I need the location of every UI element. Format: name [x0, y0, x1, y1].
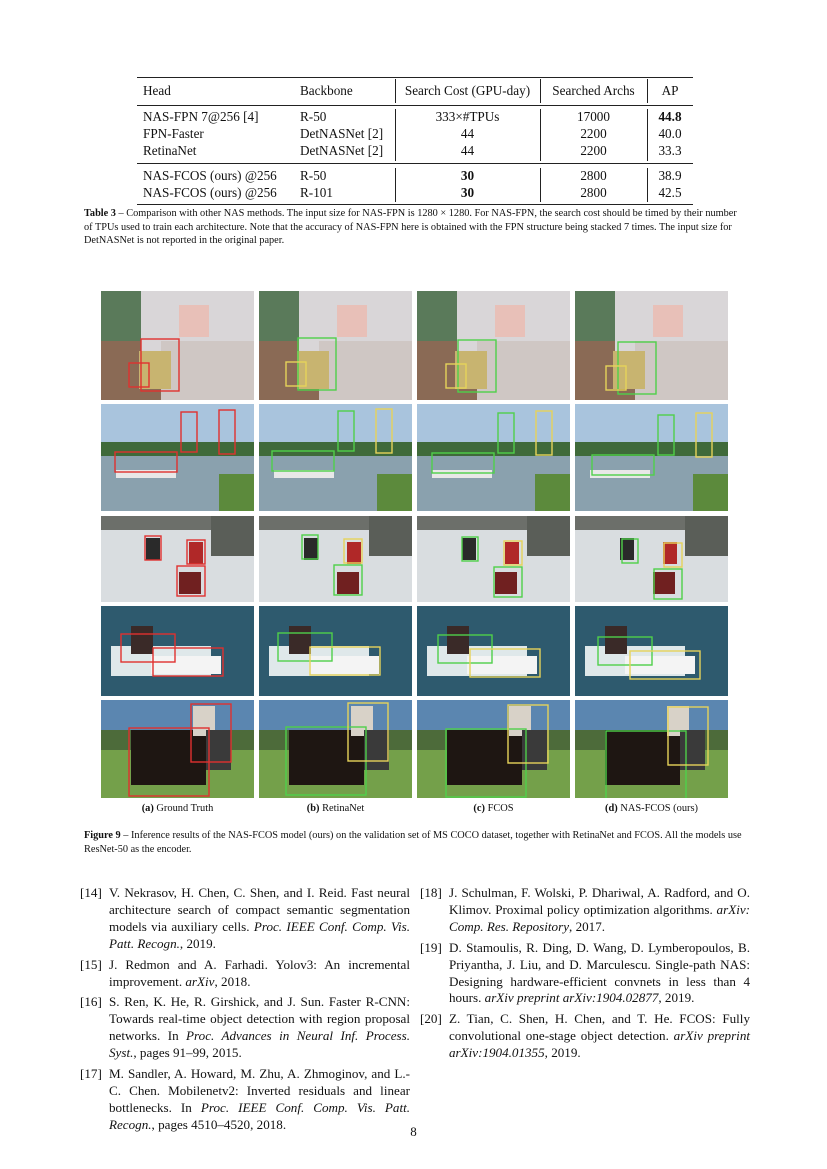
- reference-number: [18]: [420, 885, 442, 900]
- reference-number: [19]: [420, 939, 442, 955]
- cell-cost: 44: [460, 126, 475, 141]
- doll-scene-fcos: [417, 291, 570, 400]
- subcaption-text: FCOS: [487, 803, 514, 814]
- references-right-column: [420, 885, 750, 1066]
- reference-number: [16]: [80, 994, 102, 1010]
- reference-item: [80, 885, 410, 953]
- subcaption-tag: (d): [605, 803, 618, 814]
- figure-caption-text: – Inference results of the NAS-FCOS model (ours) on the validation set of MS COCO dataset, together with RetinaNet and FCOS. All the models use ResNet-50 as the encoder.: [84, 830, 742, 855]
- horse-scene-fcos: [417, 700, 570, 798]
- cell-head: NAS-FCOS (ours) @256: [143, 185, 277, 200]
- reference-text: Z. Tian, C. Shen, H. Chen, and T. He. FCOS: Fully convolutional one-stage object detection. arXiv preprint arXiv:1904.01355, 2019.: [449, 1011, 751, 1061]
- reference-text: S. Ren, K. He, R. Girshick, and J. Sun. Faster R-CNN: Towards real-time object detection with region proposal networks. In Proc. Advances in Neural Inf. Process. Syst., pages 91–99, 2015.: [109, 994, 410, 1061]
- reference-number: [14]: [80, 885, 102, 900]
- table-row: [137, 142, 693, 159]
- surf-scene-ground-truth: [101, 606, 254, 696]
- doll-scene-ground-truth: [101, 291, 254, 400]
- ski-scene-fcos: [417, 516, 570, 602]
- reference-text: D. Stamoulis, R. Ding, D. Wang, D. Lymberopoulos, B. Priyantha, J. Liu, and D. Marculescu. Single-path NAS: Designing hardware-efficient convnets in less than 4 hours. arXiv preprint arXiv:1904.02877, 2019.: [449, 939, 750, 1006]
- boat-scene-nas-fcos: [575, 404, 728, 511]
- surf-scene-fcos: [417, 606, 570, 696]
- subcaption-text: RetinaNet: [322, 803, 365, 814]
- cell-backbone: DetNASNet [2]: [300, 126, 384, 141]
- table-caption-label: Table 3: [84, 208, 116, 219]
- table-divider: [540, 79, 541, 103]
- horse-scene-ground-truth: [101, 700, 254, 798]
- doll-scene-retinanet: [259, 291, 412, 400]
- reference-text: M. Sandler, A. Howard, M. Zhu, A. Zhmoginov, and L.-C. Chen. Mobilenetv2: Inverted residuals and linear bottlenecks. In Proc. IEEE Conf. Comp. Vis. Patt. Recogn., pages 4510–4520, 2018.: [109, 1066, 410, 1132]
- doll-scene-nas-fcos: [575, 291, 728, 400]
- cell-ap: 42.5: [658, 185, 682, 200]
- reference-number: [17]: [80, 1066, 102, 1082]
- cell-archs: 2200: [580, 143, 607, 158]
- cell-backbone: R-101: [300, 185, 333, 200]
- horse-scene-retinanet: [259, 700, 412, 798]
- subcaption-text: NAS-FCOS (ours): [620, 803, 698, 814]
- cell-backbone: R-50: [300, 109, 327, 124]
- table-divider: [395, 79, 396, 103]
- surf-scene-nas-fcos: [575, 606, 728, 696]
- cell-ap: 40.0: [658, 126, 682, 141]
- reference-item: [80, 957, 410, 991]
- cell-ap: 44.8: [658, 109, 682, 124]
- page-number: 8: [410, 1124, 417, 1139]
- ski-scene-nas-fcos: [575, 516, 728, 602]
- figure-caption-label: Figure 9: [84, 830, 121, 841]
- cell-backbone: R-50: [300, 168, 327, 183]
- table-header-rule: [137, 105, 693, 106]
- subcaption-tag: (c): [473, 803, 485, 814]
- reference-item: [420, 940, 750, 1008]
- reference-item: [420, 885, 750, 936]
- subcaption-fcos: [417, 803, 570, 814]
- header-ap: AP: [661, 83, 679, 98]
- table-divider: [647, 168, 648, 202]
- boat-scene-ground-truth: [101, 404, 254, 511]
- table-row: [137, 167, 693, 184]
- cell-head: NAS-FCOS (ours) @256: [143, 168, 277, 183]
- reference-number: [15]: [80, 956, 102, 972]
- cell-head: RetinaNet: [143, 143, 197, 158]
- subcaption-ground-truth: [101, 803, 254, 814]
- table-divider: [647, 79, 648, 103]
- table-divider: [395, 109, 396, 161]
- subcaption-tag: (b): [306, 803, 320, 814]
- cell-cost: 44: [460, 143, 475, 158]
- table-caption: [84, 207, 744, 248]
- reference-number: [20]: [420, 1011, 442, 1027]
- header-searched-archs: Searched Archs: [552, 83, 635, 98]
- cell-ap: 38.9: [658, 168, 682, 183]
- cell-cost: 30: [460, 185, 475, 200]
- table-divider: [647, 109, 648, 161]
- boat-scene-retinanet: [259, 404, 412, 511]
- surf-scene-retinanet: [259, 606, 412, 696]
- header-search-cost: Search Cost (GPU-day): [404, 83, 531, 98]
- subcaption-nas-fcos: [575, 803, 728, 814]
- cell-archs: 2200: [580, 126, 607, 141]
- cell-ap: 33.3: [658, 143, 682, 158]
- table-row: [137, 125, 693, 142]
- table-row: [137, 108, 693, 125]
- subcaption-text: Ground Truth: [156, 803, 214, 814]
- figure-caption: [84, 829, 744, 856]
- ski-scene-retinanet: [259, 516, 412, 602]
- table-divider: [540, 109, 541, 161]
- header-backbone: Backbone: [300, 83, 353, 98]
- reference-text: J. Redmon and A. Farhadi. Yolov3: An incremental improvement. arXiv, 2018.: [109, 956, 410, 989]
- subcaption-tag: (a): [141, 803, 154, 814]
- table-divider: [395, 168, 396, 202]
- table-divider: [540, 168, 541, 202]
- table-caption-text: – Comparison with other NAS methods. The input size for NAS-FPN is 1280 × 1280. For NAS-FPN, the search cost should be timed by their number of TPUs used to train each architecture. Note that the accuracy of NAS-FPN here is obtained with the FPN structure being stacked 7 times. The input size for DetNASNet is not reported in the original paper.: [84, 208, 737, 247]
- reference-text: J. Schulman, F. Wolski, P. Dhariwal, A. Radford, and O. Klimov. Proximal policy optimization algorithms. arXiv: Comp. Res. Repository, 2017.: [449, 885, 750, 934]
- cell-cost: 333×#TPUs: [435, 109, 500, 124]
- cell-cost: 30: [460, 168, 475, 183]
- cell-archs: 2800: [580, 185, 607, 200]
- cell-archs: 2800: [580, 168, 607, 183]
- table-top-rule: [137, 77, 693, 78]
- table-mid-rule: [137, 163, 693, 164]
- boat-scene-fcos: [417, 404, 570, 511]
- reference-text: V. Nekrasov, H. Chen, C. Shen, and I. Reid. Fast neural architecture search of compact semantic segmentation models via auxiliary cells. Proc. IEEE Conf. Comp. Vis. Patt. Recogn., 2019.: [109, 885, 410, 951]
- table-bottom-rule: [137, 204, 693, 205]
- horse-scene-nas-fcos: [575, 700, 728, 798]
- reference-item: [80, 994, 410, 1062]
- ski-scene-ground-truth: [101, 516, 254, 602]
- header-head: Head: [143, 83, 171, 98]
- table-row: [137, 184, 693, 201]
- cell-archs: 17000: [577, 109, 610, 124]
- subcaption-retinanet: [259, 803, 412, 814]
- reference-item: [420, 1011, 750, 1062]
- cell-backbone: DetNASNet [2]: [300, 143, 384, 158]
- references-left-column: [80, 885, 410, 1138]
- cell-head: NAS-FPN 7@256 [4]: [143, 109, 259, 124]
- table-header-row: [137, 82, 693, 99]
- cell-head: FPN-Faster: [143, 126, 204, 141]
